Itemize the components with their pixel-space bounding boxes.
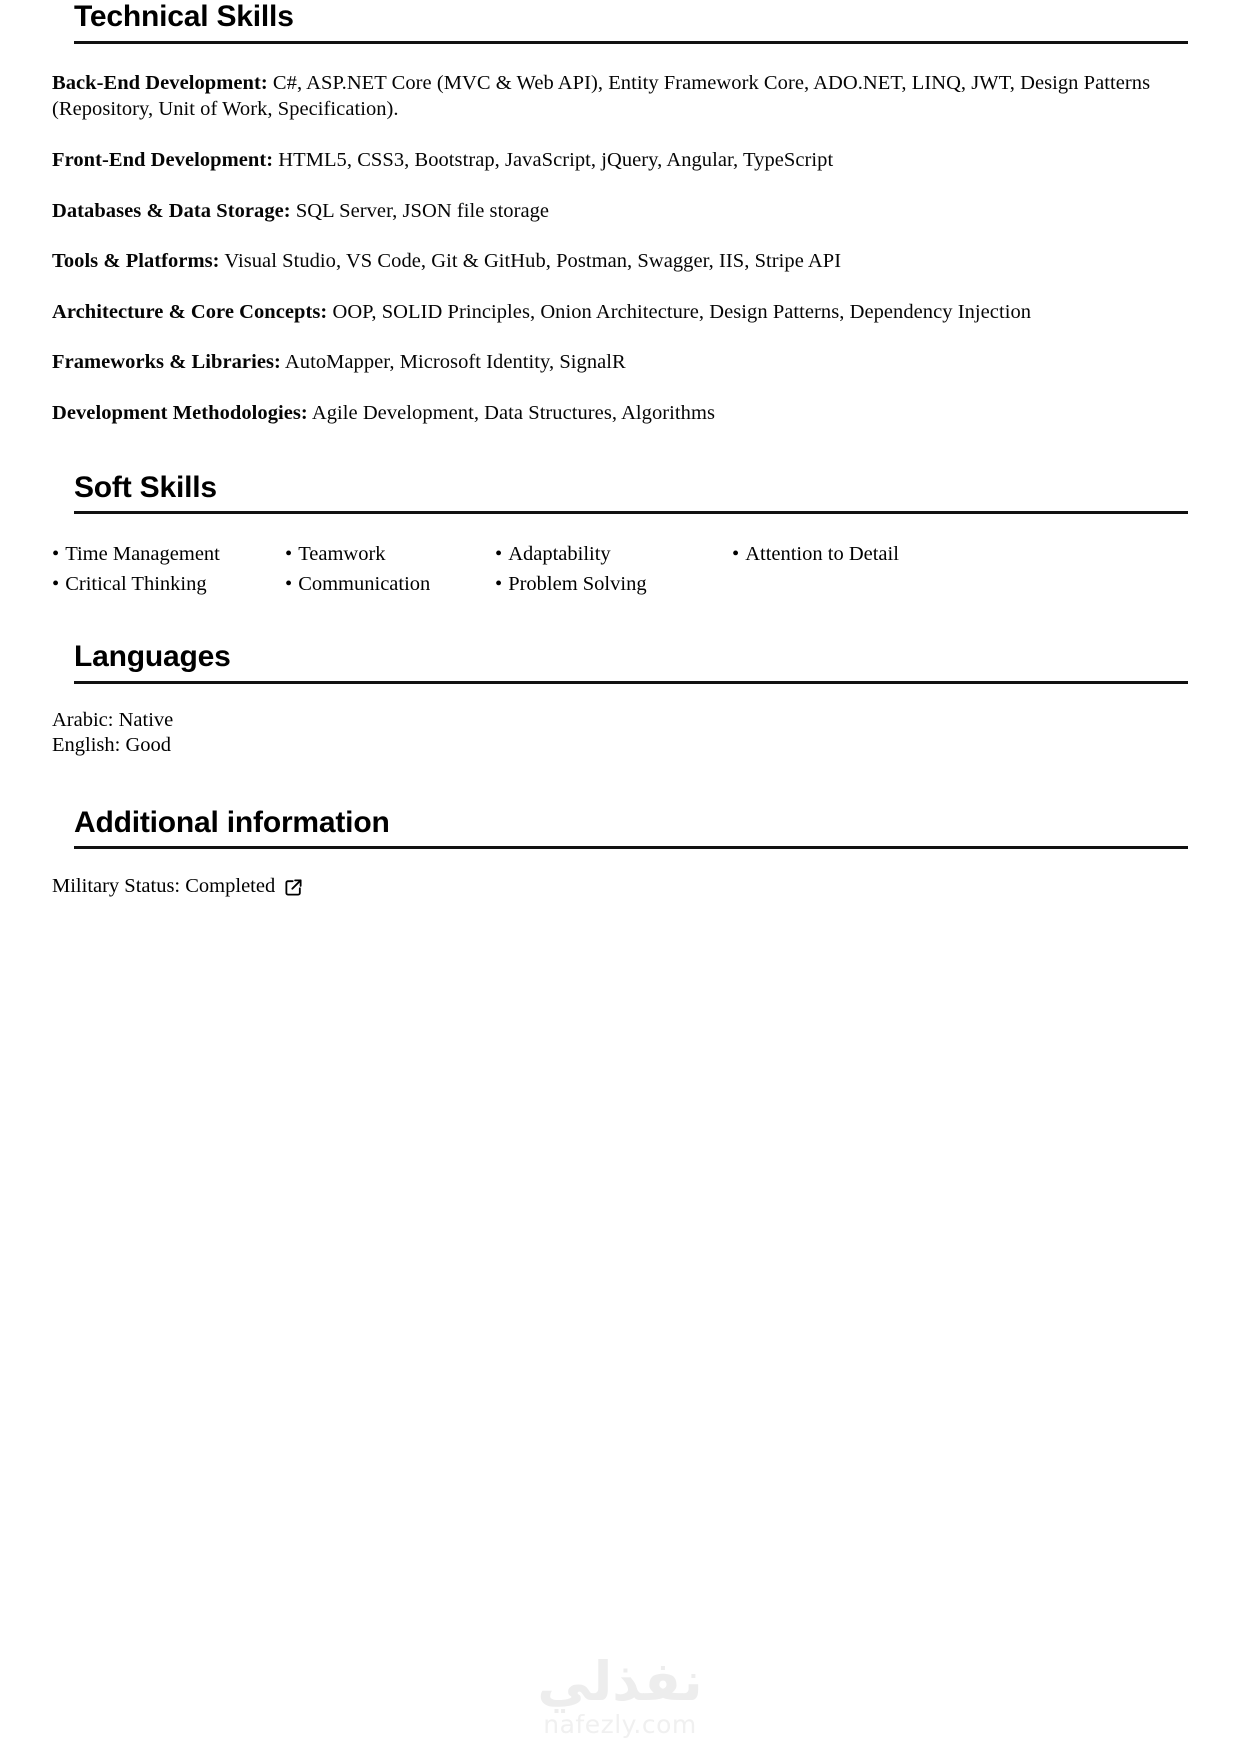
watermark-url: nafezly.com xyxy=(543,1709,697,1739)
page-title-soft-skills: Soft Skills xyxy=(74,470,217,504)
languages-list xyxy=(52,708,1188,758)
skill-entry-databases xyxy=(52,198,1188,225)
bullet-icon: • xyxy=(285,573,293,596)
soft-skill-label: Problem Solving xyxy=(508,573,647,596)
skill-value: HTML5, CSS3, Bootstrap, JavaScript, jQuery, Angular, TypeScript xyxy=(278,148,834,171)
spacer xyxy=(52,758,1188,806)
section-soft-skills xyxy=(52,471,1188,598)
skill-value: Visual Studio, VS Code, Git & GitHub, Postman, Swagger, IIS, Stripe API xyxy=(224,250,842,273)
list-item xyxy=(285,572,495,598)
page-title-technical-skills: Technical Skills xyxy=(74,0,294,33)
soft-skill-label: Communication xyxy=(298,573,431,596)
technical-skills-list xyxy=(52,70,1188,427)
skill-label: Architecture & Core Concepts: xyxy=(52,300,328,323)
skill-entry-tools xyxy=(52,248,1188,275)
section-technical-skills xyxy=(52,0,1188,427)
skill-label: Back-End Development: xyxy=(52,71,268,94)
section-divider-additional-information xyxy=(74,846,1188,849)
skill-value: OOP, SOLID Principles, Onion Architecture, Design Patterns, Dependency Injection xyxy=(332,300,1032,323)
skill-label: Databases & Data Storage: xyxy=(52,199,291,222)
section-divider-soft-skills xyxy=(74,511,1188,514)
skill-value: C#, ASP.NET Core (MVC & Web API), Entity Framework Core, ADO.NET, LINQ, JWT, Design Patterns (Repository, Unit of Work, Specification). xyxy=(52,71,1151,121)
skill-label: Tools & Platforms: xyxy=(52,250,220,273)
skill-entry-frameworks xyxy=(52,349,1188,376)
section-divider-languages xyxy=(74,681,1188,684)
skill-entry-back-end xyxy=(52,70,1188,123)
list-item xyxy=(495,542,732,568)
bullet-icon: • xyxy=(52,543,60,566)
list-item-empty xyxy=(732,572,1188,598)
list-item xyxy=(495,572,732,598)
soft-skills-grid xyxy=(52,542,1188,598)
skill-value: Agile Development, Data Structures, Algorithms xyxy=(311,402,715,425)
soft-skill-label: Adaptability xyxy=(508,543,611,566)
list-item xyxy=(732,542,1188,568)
page-title-languages: Languages xyxy=(74,639,231,673)
language-item-english: English: Good xyxy=(52,733,172,756)
language-item-arabic: Arabic: Native xyxy=(52,708,174,731)
soft-skill-label: Critical Thinking xyxy=(65,573,207,596)
watermark-arabic-logo: نفذلي xyxy=(537,1649,703,1713)
watermark xyxy=(0,1649,1240,1739)
bullet-icon: • xyxy=(285,543,293,566)
bullet-icon: • xyxy=(495,543,503,566)
list-item xyxy=(52,572,285,598)
soft-skill-label: Attention to Detail xyxy=(745,543,899,566)
additional-information-body xyxy=(52,874,1188,899)
skill-label: Frameworks & Libraries: xyxy=(52,351,281,374)
skill-value: SQL Server, JSON file storage xyxy=(295,199,550,222)
skill-label: Development Methodologies: xyxy=(52,402,308,425)
list-item xyxy=(52,542,285,568)
section-additional-information xyxy=(52,806,1188,900)
skill-entry-architecture xyxy=(52,299,1188,326)
spacer xyxy=(52,427,1188,471)
section-languages xyxy=(52,640,1188,758)
spacer xyxy=(52,598,1188,640)
page-title-additional-information: Additional information xyxy=(74,805,390,839)
bullet-icon: • xyxy=(52,573,60,596)
soft-skill-label: Teamwork xyxy=(298,543,386,566)
list-item xyxy=(285,542,495,568)
skill-label: Front-End Development: xyxy=(52,148,274,171)
skill-entry-front-end xyxy=(52,147,1188,174)
bullet-icon: • xyxy=(495,573,503,596)
external-link-icon[interactable] xyxy=(284,878,303,897)
skill-value: AutoMapper, Microsoft Identity, SignalR xyxy=(284,351,626,374)
bullet-icon: • xyxy=(732,543,740,566)
soft-skill-label: Time Management xyxy=(65,543,220,566)
military-status-text: Military Status: Completed xyxy=(52,875,276,898)
section-divider-technical-skills xyxy=(74,41,1188,44)
skill-entry-methodologies xyxy=(52,400,1188,427)
